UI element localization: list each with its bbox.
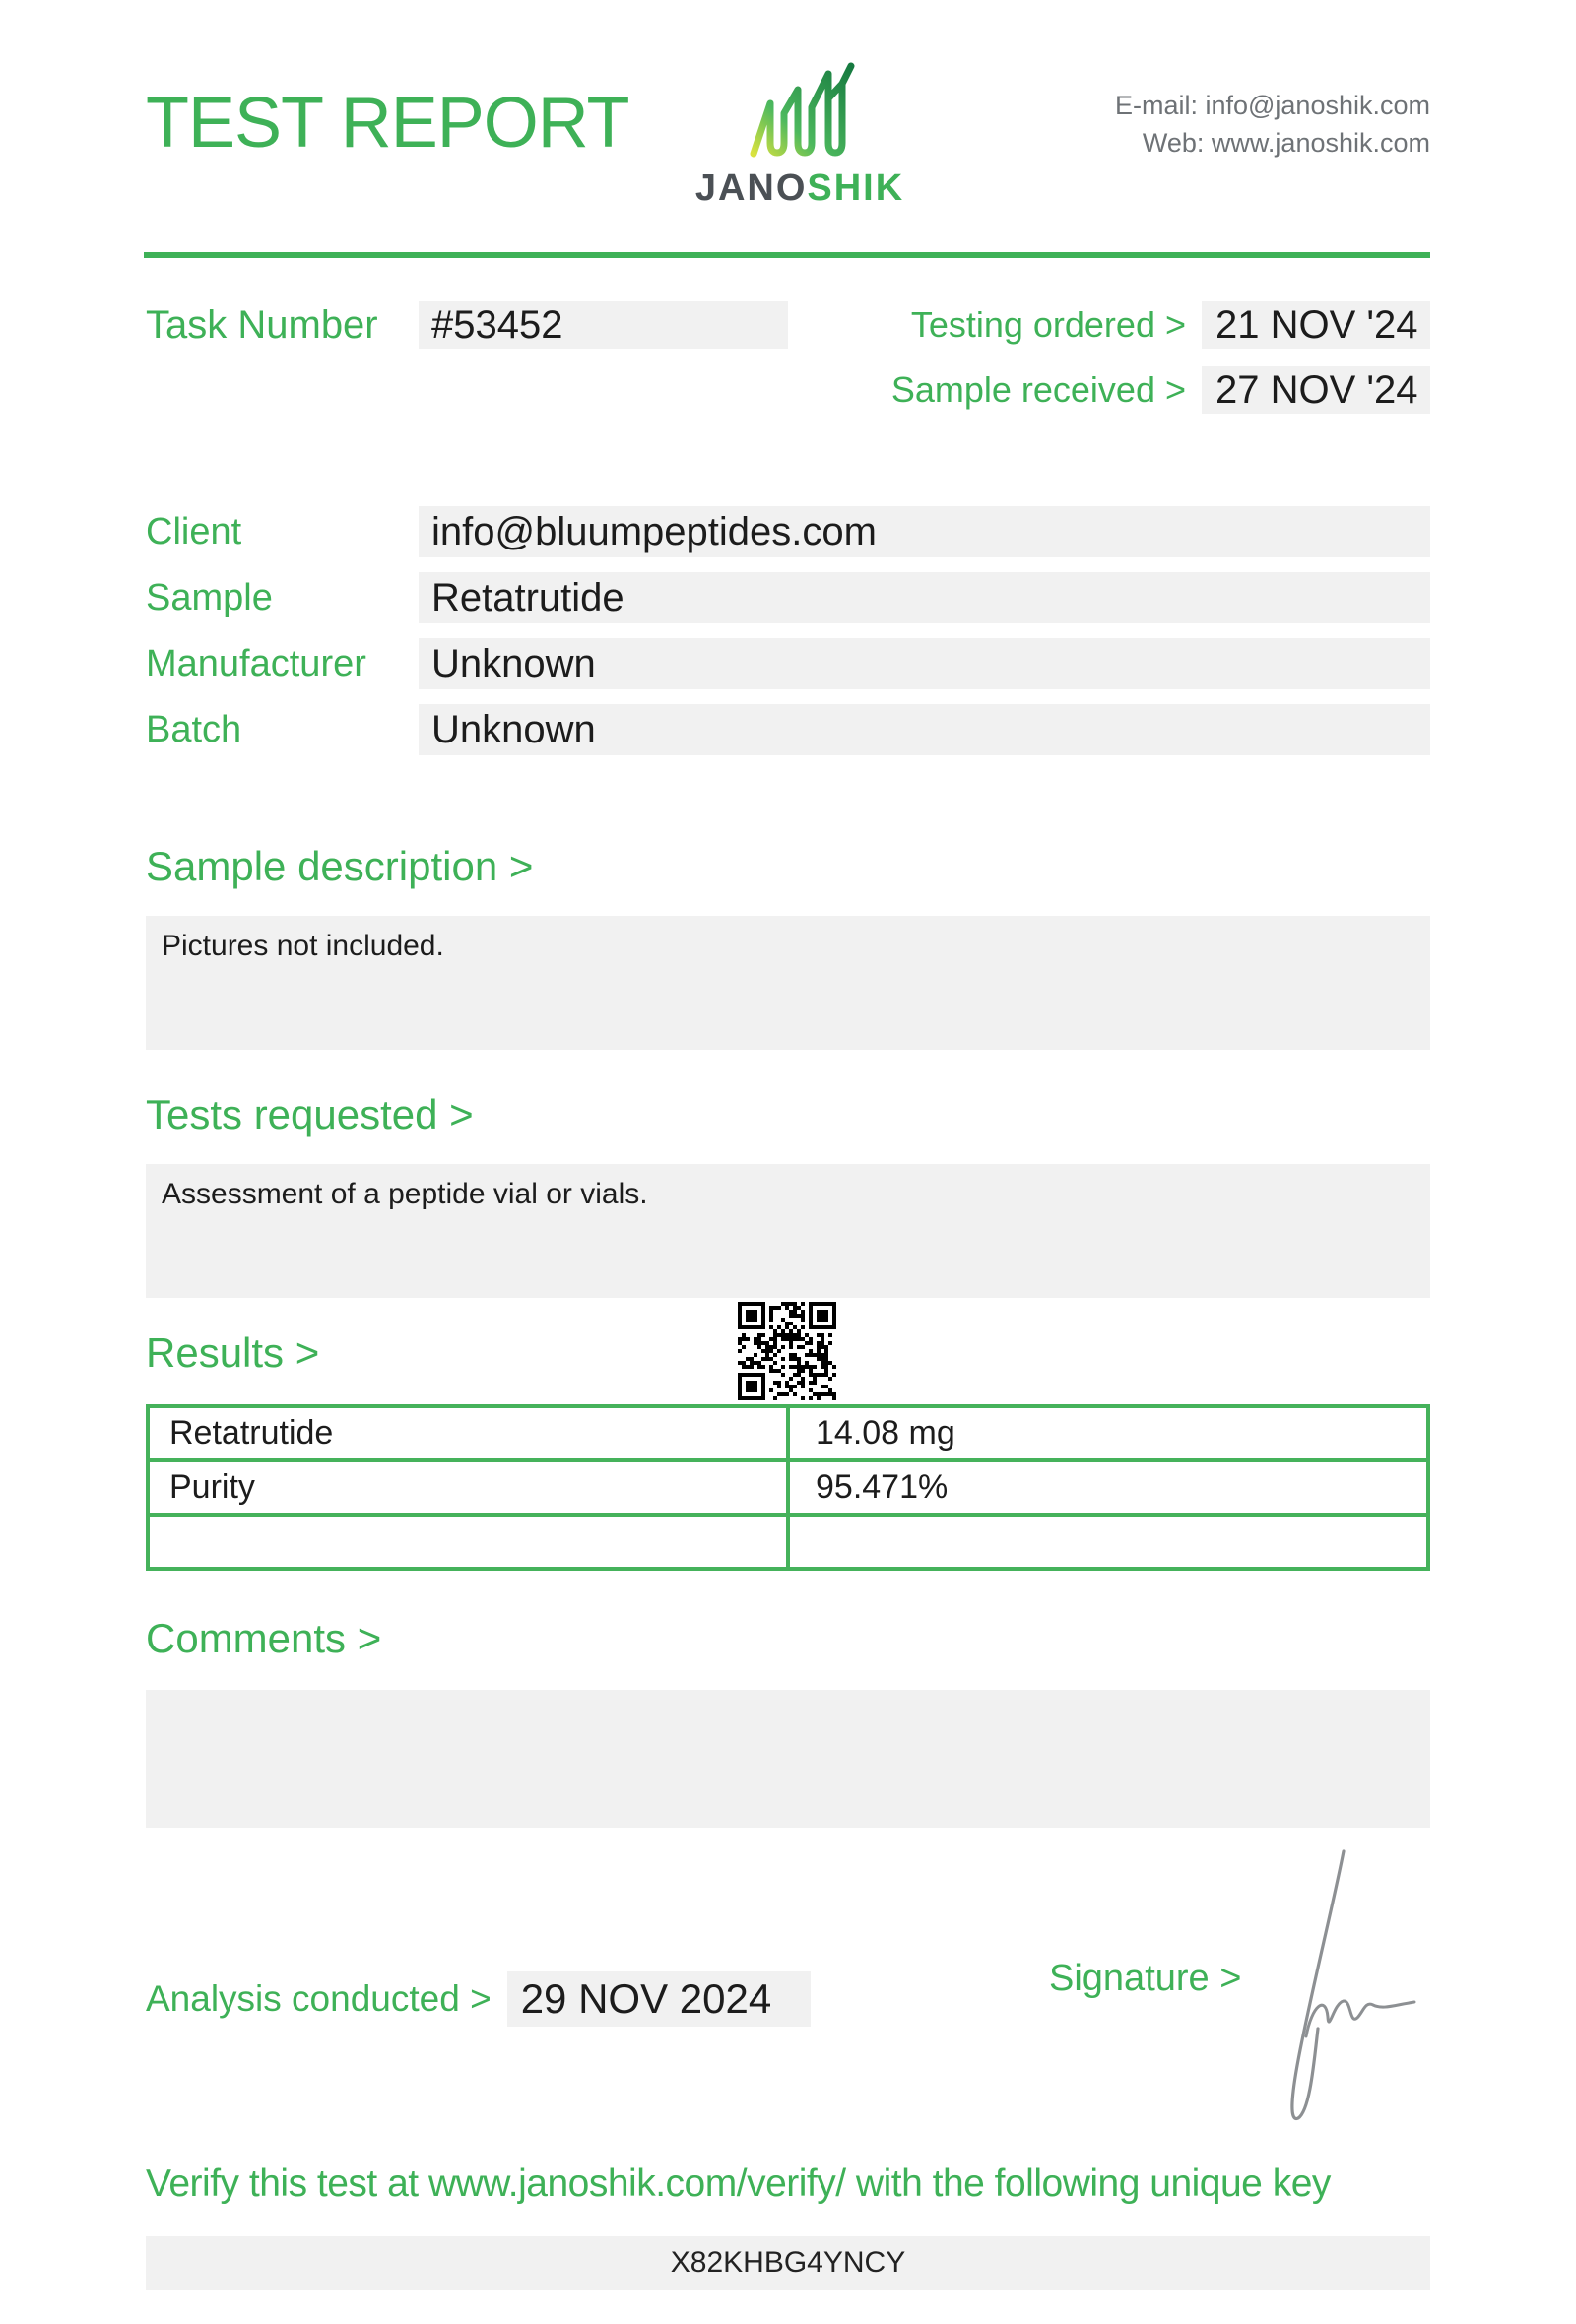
sample-received-value: 27 NOV '24 [1202,366,1430,414]
sample-row [146,572,1430,623]
results-heading: Results > [146,1329,320,1376]
analysis-conducted-label: Analysis conducted > [146,1978,492,2019]
contact-info [1115,87,1430,161]
table-row [148,1515,1428,1569]
tests-requested-box: Assessment of a peptide vial or vials. [146,1164,1430,1298]
table-row [148,1460,1428,1515]
sample-received-label: Sample received > [890,369,1186,410]
task-number-label: Task Number [146,303,378,347]
result-name-cell: Retatrutide [148,1406,788,1460]
sample-label: Sample [146,577,273,618]
signature-image [1249,1838,1436,2138]
testing-ordered-value: 21 NOV '24 [1202,301,1430,349]
header-divider [144,252,1430,258]
unique-key: X82KHBG4YNCY [146,2236,1430,2290]
qr-code [738,1302,836,1400]
batch-label: Batch [146,709,242,750]
sample-description-heading: Sample description > [146,843,534,889]
batch-row [146,704,1430,755]
page-title: TEST REPORT [146,84,629,162]
contact-email: E-mail: info@janoshik.com [1114,91,1430,120]
tests-requested-heading: Tests requested > [146,1091,474,1137]
client-label: Client [146,511,242,552]
testing-ordered-label: Testing ordered > [910,304,1186,345]
comments-box [146,1690,1430,1828]
info-fields [146,506,1430,770]
comments-heading: Comments > [146,1615,382,1661]
manufacturer-row [146,638,1430,689]
batch-value: Unknown [419,704,1430,755]
client-row [146,506,1430,557]
result-value-cell [788,1515,1428,1569]
task-number-value: #53452 [419,301,788,349]
result-value-cell: 14.08 mg [788,1406,1428,1460]
verify-text: Verify this test at www.janoshik.com/verify/ with the following unique key [146,2163,1331,2205]
logo-text-shik: SHIK [807,167,905,209]
sample-description-box: Pictures not included. [146,916,1430,1050]
analysis-conducted-value: 29 NOV 2024 [507,1971,811,2027]
sample-received-row [891,366,1430,414]
logo-text-jano: JANO [694,167,808,209]
result-name-cell [148,1515,788,1569]
logo-wordmark [687,167,913,210]
results-table [146,1404,1430,1571]
manufacturer-value: Unknown [419,638,1430,689]
growth-chart-icon [742,57,858,163]
result-value-cell: 95.471% [788,1460,1428,1515]
testing-ordered-row [911,301,1430,349]
contact-web: Web: www.janoshik.com [1142,128,1430,158]
analysis-conducted-row [146,1971,811,2027]
janoshik-logo [687,57,913,210]
manufacturer-label: Manufacturer [146,643,366,684]
table-row [148,1406,1428,1460]
sample-value: Retatrutide [419,572,1430,623]
signature-label: Signature > [1049,1958,1242,1999]
client-value: info@bluumpeptides.com [419,506,1430,557]
result-name-cell: Purity [148,1460,788,1515]
